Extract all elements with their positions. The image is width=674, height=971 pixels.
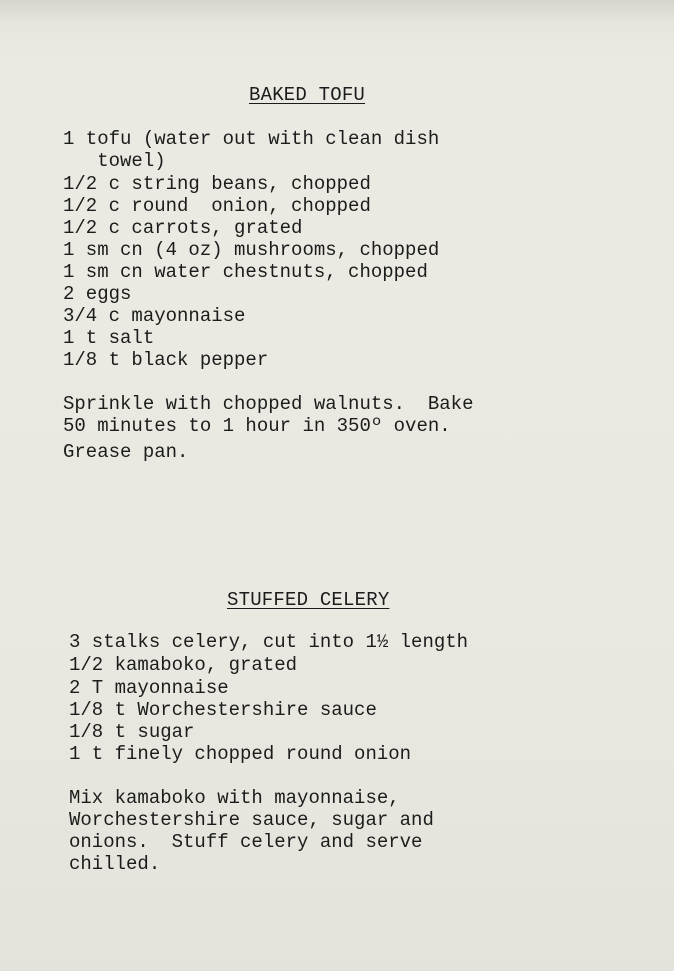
ingredient-line: 1 tofu (water out with clean dish bbox=[63, 128, 440, 150]
ingredient-line: 2 eggs bbox=[63, 283, 132, 305]
instruction-line: Sprinkle with chopped walnuts. Bake bbox=[63, 393, 474, 415]
instruction-line: Grease pan. bbox=[63, 441, 189, 463]
ingredient-line: towel) bbox=[63, 150, 166, 172]
ingredient-line: 2 T mayonnaise bbox=[69, 677, 229, 699]
ingredient-line: 1/8 t black pepper bbox=[63, 349, 269, 371]
ingredient-line: 3/4 c mayonnaise bbox=[63, 305, 246, 327]
ingredient-line: 1/2 c string beans, chopped bbox=[63, 173, 371, 195]
ingredient-line: 1/8 t sugar bbox=[69, 721, 195, 743]
instruction-line: Mix kamaboko with mayonnaise, bbox=[69, 787, 400, 809]
ingredient-line: 1 sm cn (4 oz) mushrooms, chopped bbox=[63, 239, 440, 261]
instruction-line: chilled. bbox=[69, 853, 161, 875]
recipe-title: STUFFED CELERY bbox=[227, 589, 390, 611]
instruction-line: 50 minutes to 1 hour in 350º oven. bbox=[63, 415, 451, 437]
ingredient-line: 1/2 kamaboko, grated bbox=[69, 654, 298, 676]
ingredient-line: 1 sm cn water chestnuts, chopped bbox=[63, 261, 428, 283]
instruction-line: Worchestershire sauce, sugar and bbox=[69, 809, 434, 831]
instruction-line: onions. Stuff celery and serve bbox=[69, 831, 423, 853]
ingredient-line: 1/8 t Worchestershire sauce bbox=[69, 699, 377, 721]
ingredient-line: 1 t finely chopped round onion bbox=[69, 743, 412, 765]
ingredient-line: 1/2 c carrots, grated bbox=[63, 217, 303, 239]
ingredient-line: 1 t salt bbox=[63, 327, 155, 349]
recipe-title: BAKED TOFU bbox=[249, 84, 366, 106]
ingredient-line: 3 stalks celery, cut into 1½ length bbox=[69, 631, 469, 653]
ingredient-line: 1/2 c round onion, chopped bbox=[63, 195, 371, 217]
